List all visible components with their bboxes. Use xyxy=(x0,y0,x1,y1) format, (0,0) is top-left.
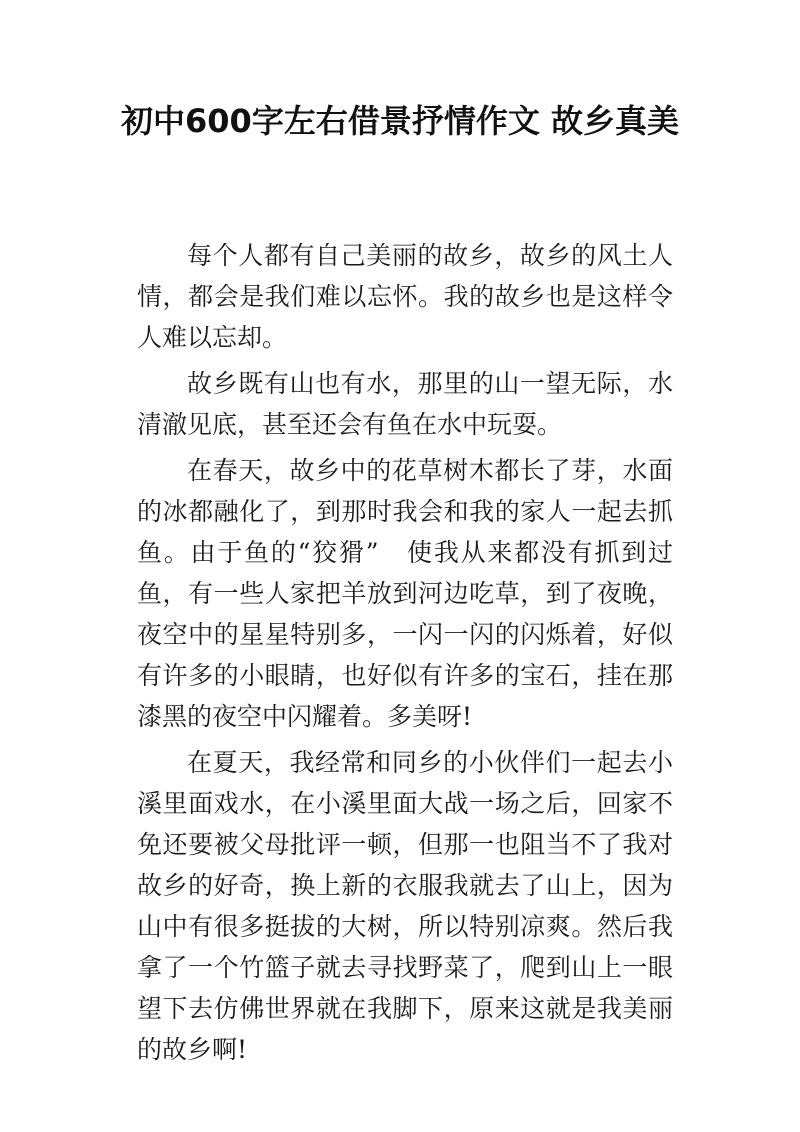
paragraph: 每个人都有自己美丽的故乡，故乡的风土人情，都会是我们难以忘怀。我的故乡也是这样令人难以忘却。 xyxy=(137,241,673,352)
document-title: 初中600字左右借景抒情作文 故乡真美 xyxy=(121,102,679,140)
paragraph: 在春天，故乡中的花草树木都长了芽，水面的冰都融化了，到那时我会和我的家人一起去抓鱼。由于鱼的“狡猾” 使我从来都没有抓到过鱼，有一些人家把羊放到河边吃草，到了夜晚，夜空中的星星特别多，一闪一闪的闪烁着，好似有许多的小眼睛，也好似有许多的宝石，挂在那漆黑的夜空中闪耀着。多美呀! xyxy=(137,456,673,731)
document-body xyxy=(137,235,673,1075)
paragraph: 在夏天，我经常和同乡的小伙伴们一起去小溪里面戏水，在小溪里面大战一场之后，回家不免还要被父母批评一顿，但那一也阻当不了我对故乡的好奇，换上新的衣服我就去了山上，因为山中有很多挺拔的大树，所以特别凉爽。然后我拿了一个竹篮子就去寻找野菜了，爬到山上一眼望下去仿佛世界就在我脚下，原来这就是我美丽的故乡啊! xyxy=(137,748,673,1064)
paragraph: 故乡既有山也有水，那里的山一望无际，水清澈见底，甚至还会有鱼在水中玩耍。 xyxy=(137,369,673,439)
